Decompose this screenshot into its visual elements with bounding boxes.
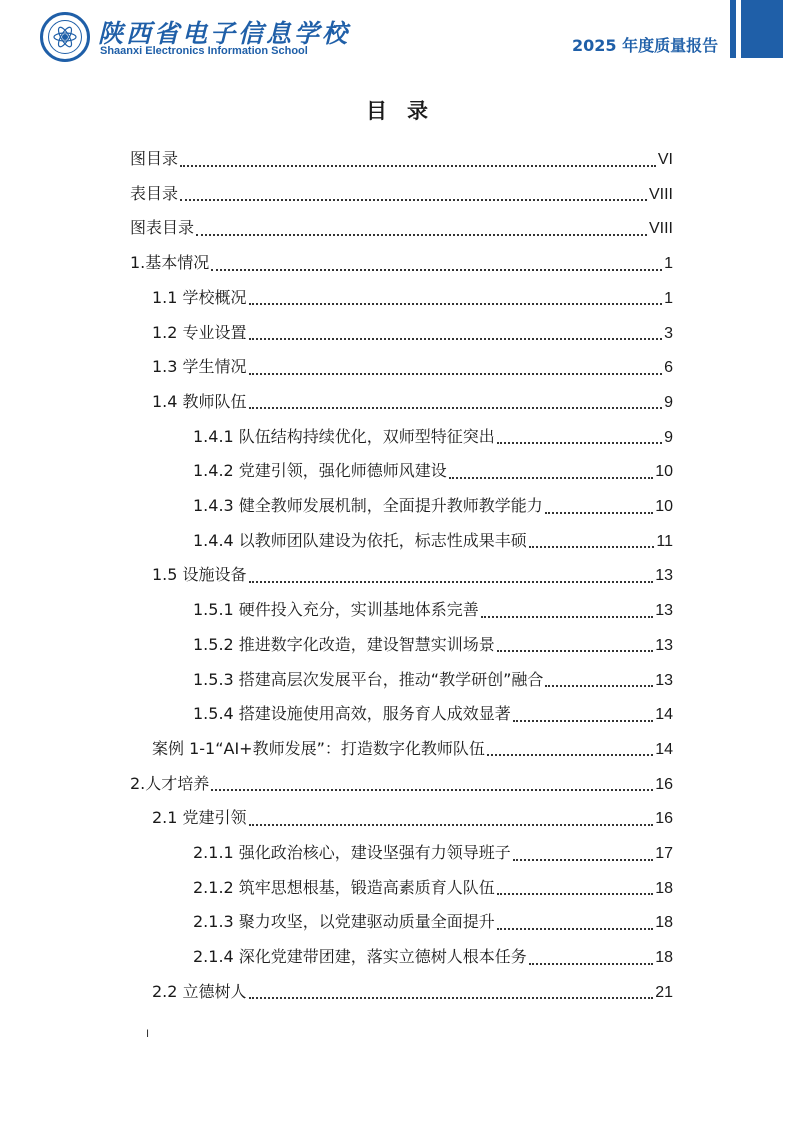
toc-leader-dots <box>211 788 653 791</box>
toc-entry-label: 1.4.2 党建引领，强化师德师风建设 <box>193 461 447 481</box>
toc-entry-label: 2.1.2 筑牢思想根基，锻造高素质育人队伍 <box>193 877 495 897</box>
toc-entry-page: 14 <box>655 706 673 724</box>
toc-leader-dots <box>249 302 663 305</box>
toc-entry-page: 14 <box>655 740 673 758</box>
toc-entry-page: 1 <box>664 255 673 273</box>
toc-entry-label: 1.5.4 搭建设施使用高效，服务育人成效显著 <box>193 704 511 724</box>
toc-entry[interactable] <box>130 177 673 211</box>
toc-leader-dots <box>529 962 653 965</box>
toc-leader-dots <box>481 615 653 618</box>
toc-leader-dots <box>545 684 653 687</box>
toc-entry-label: 图表目录 <box>130 218 195 238</box>
toc-leader-dots <box>497 927 653 930</box>
toc-leader-dots <box>249 996 654 999</box>
toc-leader-dots <box>249 823 654 826</box>
toc-entry-label: 1.5.3 搭建高层次发展平台，推动“教学研创”融合 <box>193 669 544 689</box>
toc-entry-page: 18 <box>655 949 673 967</box>
toc-entry-page: 21 <box>655 983 673 1001</box>
page-title: 目录 <box>366 99 448 123</box>
toc-leader-dots <box>513 858 653 861</box>
toc-leader-dots <box>529 545 655 548</box>
toc-leader-dots <box>249 580 654 583</box>
toc-leader-dots <box>497 892 653 895</box>
toc-entry-page: 11 <box>656 532 673 550</box>
toc-entry[interactable] <box>193 420 673 454</box>
toc-entry-label: 2.1.1 强化政治核心，建设坚强有力领导班子 <box>193 843 511 862</box>
page-header <box>0 0 794 80</box>
toc-entry-page: 10 <box>655 463 673 481</box>
toc-entry[interactable] <box>152 385 673 419</box>
toc-entry[interactable] <box>193 489 673 523</box>
toc-leader-dots <box>497 441 662 444</box>
toc-entry-label: 1.4.1 队伍结构持续优化，双师型特征突出 <box>193 426 495 446</box>
toc-leader-dots <box>249 372 663 375</box>
school-emblem-icon <box>48 20 82 54</box>
toc-entry-page: 13 <box>655 567 673 585</box>
toc-entry[interactable] <box>152 281 673 315</box>
report-title: 2025 年度质量报告 <box>572 36 719 55</box>
school-name-cn: 陕西省电子信息学校 <box>98 19 351 48</box>
toc-entry-label: 1.3 学生情况 <box>152 357 247 377</box>
toc-entry[interactable] <box>193 663 673 697</box>
toc-entry-page: 9 <box>664 393 673 411</box>
toc-entry-page: 16 <box>655 775 673 793</box>
toc-entry-page: 13 <box>655 602 673 620</box>
toc-entry[interactable] <box>193 628 673 662</box>
toc-leader-dots <box>249 337 663 340</box>
toc-leader-dots <box>180 198 647 201</box>
toc-entry[interactable] <box>130 142 673 176</box>
toc-entry-page: 1 <box>664 289 673 307</box>
toc-entry[interactable] <box>152 316 673 350</box>
toc-entry[interactable] <box>152 558 673 592</box>
toc-entry[interactable] <box>193 697 673 731</box>
toc-entry[interactable] <box>152 801 673 835</box>
toc-leader-dots <box>180 164 656 167</box>
toc-leader-dots <box>497 649 653 652</box>
toc-entry[interactable] <box>130 211 673 245</box>
toc-entry-page: 18 <box>655 879 673 897</box>
toc-entry[interactable] <box>193 836 673 870</box>
toc-entry-label: 1.5.2 推进数字化改造，建设智慧实训场景 <box>193 634 495 654</box>
toc-entry-page: 17 <box>655 845 673 862</box>
toc-entry[interactable] <box>193 593 673 627</box>
toc-leader-dots <box>211 268 662 271</box>
toc-entry[interactable] <box>193 454 673 488</box>
toc-entry-label: 1.5 设施设备 <box>152 565 247 585</box>
toc-leader-dots <box>513 719 653 722</box>
school-logo <box>40 12 90 62</box>
toc-entry[interactable] <box>152 350 673 384</box>
header-accent-bar-thick <box>741 0 783 58</box>
toc-entry-label: 1.4 教师队伍 <box>152 391 247 411</box>
toc-leader-dots <box>545 511 653 514</box>
school-name-en: Shaanxi Electronics Information School <box>100 45 308 57</box>
toc-entry-label: 1.2 专业设置 <box>152 322 247 342</box>
toc-entry-label: 1.4.4 以教师团队建设为依托，标志性成果丰硕 <box>193 530 527 550</box>
toc-entry[interactable] <box>193 940 673 974</box>
toc-leader-dots <box>249 406 663 409</box>
toc-entry[interactable] <box>193 871 673 905</box>
toc-entry[interactable] <box>152 732 673 766</box>
toc-entry-label: 1.1 学校概况 <box>152 287 247 307</box>
toc-entry-label: 案例 1-1“AI+教师发展”：打造数字化教师队伍 <box>152 738 485 758</box>
toc-entry-page: 10 <box>655 498 673 515</box>
toc-entry-page: 6 <box>664 359 673 377</box>
toc-entry-label: 表目录 <box>130 183 179 203</box>
toc-leader-dots <box>487 753 653 756</box>
toc-entry[interactable] <box>130 246 673 280</box>
toc-entry-label: 2.2 立德树人 <box>152 981 247 1001</box>
toc-entry-label: 2.人才培养 <box>130 773 210 793</box>
header-accent-bar-thin <box>730 0 736 58</box>
toc-entry-label: 2.1.3 聚力攻坚，以党建驱动质量全面提升 <box>193 912 495 932</box>
toc-entry-page: 3 <box>664 324 673 342</box>
toc-entry-label: 1.基本情况 <box>130 253 210 273</box>
toc-entry[interactable] <box>193 524 673 558</box>
page-number: I <box>146 1028 150 1040</box>
toc-entry-page: 13 <box>655 636 673 654</box>
toc-entry-page: 18 <box>655 914 673 932</box>
toc-leader-dots <box>196 233 647 236</box>
toc-entry-label: 2.1.4 深化党建带团建，落实立德树人根本任务 <box>193 947 527 967</box>
toc-entry[interactable] <box>152 975 673 1009</box>
toc-entry[interactable] <box>130 767 673 801</box>
toc-leader-dots <box>449 476 653 479</box>
toc-entry-page: VIII <box>648 220 673 238</box>
toc-entry-label: 1.4.3 健全教师发展机制，全面提升教师教学能力 <box>193 496 543 515</box>
toc-entry-page: 9 <box>664 428 673 446</box>
toc-entry-page: VI <box>657 151 673 168</box>
toc-entry-page: 13 <box>655 671 673 689</box>
toc-entry-page: VIII <box>648 185 673 203</box>
toc-entry[interactable] <box>193 905 673 939</box>
toc-entry-page: 16 <box>655 810 673 828</box>
toc-entry-label: 1.5.1 硬件投入充分，实训基地体系完善 <box>193 600 479 620</box>
toc-entry-label: 2.1 党建引领 <box>152 808 247 828</box>
toc-entry-label: 图目录 <box>130 149 179 168</box>
